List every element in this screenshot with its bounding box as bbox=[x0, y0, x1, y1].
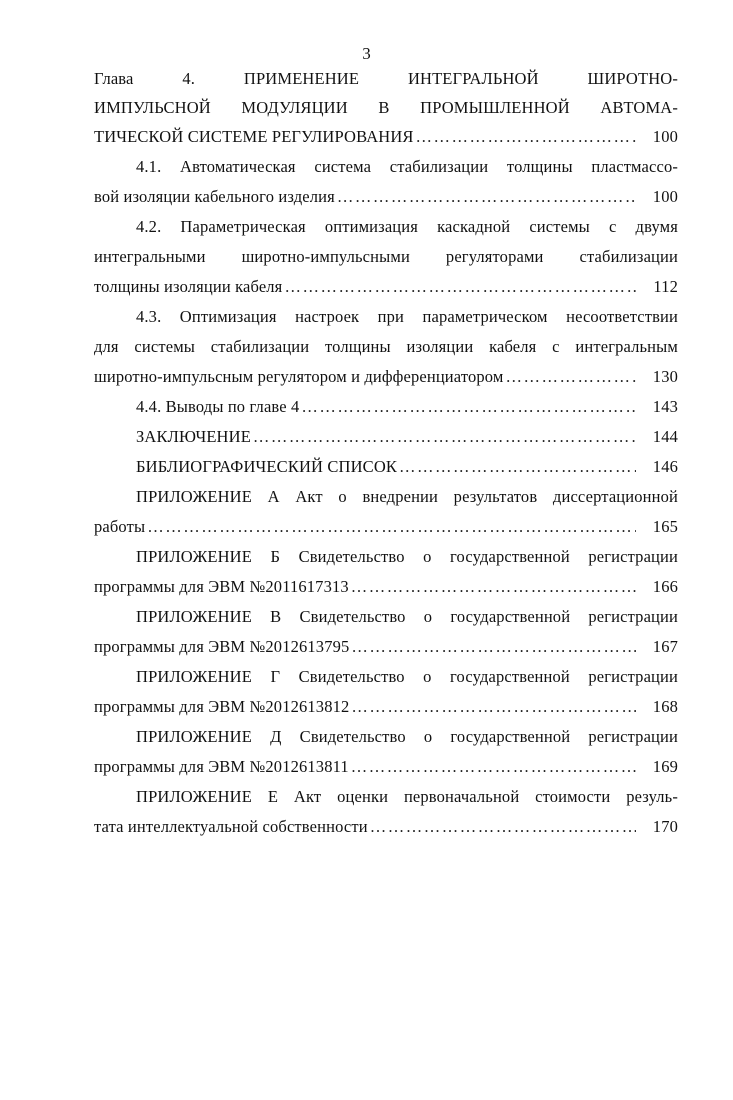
page-ref: 170 bbox=[652, 817, 678, 836]
toc-entry bbox=[94, 452, 678, 481]
toc-entry bbox=[94, 482, 678, 541]
toc-entry-last-line bbox=[94, 572, 678, 601]
toc-entry-text: БИБЛИОГРАФИЧЕСКИЙ СПИСОК bbox=[136, 457, 398, 476]
toc-entry bbox=[94, 602, 678, 661]
toc-entry-line: ПРИЛОЖЕНИЕ Д Свидетельство о государственной регистрации bbox=[136, 727, 678, 746]
toc-entry-line: ПРИЛОЖЕНИЕ Г Свидетельство о государственной регистрации bbox=[136, 667, 678, 686]
toc-entry-last-line bbox=[94, 512, 678, 541]
toc-entry bbox=[94, 302, 678, 391]
toc-entry-last-line bbox=[94, 422, 678, 451]
chapter-title-line-2: ИМПУЛЬСНОЙ МОДУЛЯЦИИ В ПРОМЫШЛЕННОЙ АВТОМА- bbox=[94, 98, 678, 117]
page-ref: 146 bbox=[652, 457, 678, 476]
toc-entry-text: ЗАКЛЮЧЕНИЕ bbox=[136, 427, 251, 446]
toc-entry-line: для системы стабилизации толщины изоляции кабеля с интегральным bbox=[94, 337, 678, 356]
toc-entry-text: широтно-импульсным регулятором и дифференциатором bbox=[94, 367, 504, 386]
toc-entry bbox=[94, 542, 678, 601]
dot-leader bbox=[351, 752, 636, 781]
dot-leader bbox=[147, 512, 636, 541]
toc-entry-text: толщины изоляции кабеля bbox=[94, 277, 283, 296]
toc-entry-text: работы bbox=[94, 517, 146, 536]
dot-leader bbox=[416, 122, 636, 151]
toc-entry bbox=[94, 662, 678, 721]
toc-entry-line: 4.2. Параметрическая оптимизация каскадной системы с двумя bbox=[136, 217, 678, 236]
toc-entry-last-line bbox=[94, 272, 678, 301]
toc-entry bbox=[94, 422, 678, 451]
dot-leader bbox=[253, 422, 636, 451]
dot-leader bbox=[337, 182, 636, 211]
page-ref: 144 bbox=[652, 427, 678, 446]
toc-entry-last-line bbox=[94, 692, 678, 721]
toc-entry-line: 4.1. Автоматическая система стабилизации толщины пластмассо- bbox=[136, 157, 678, 176]
toc-entry-text: вой изоляции кабельного изделия bbox=[94, 187, 335, 206]
toc-entry-last-line bbox=[94, 182, 678, 211]
page-ref: 165 bbox=[652, 517, 678, 536]
toc-entries bbox=[94, 152, 678, 841]
dot-leader bbox=[284, 272, 636, 301]
toc-entry bbox=[94, 722, 678, 781]
chapter-title-line-3 bbox=[94, 122, 678, 151]
page-ref: 100 bbox=[652, 187, 678, 206]
toc-entry-last-line bbox=[94, 632, 678, 661]
toc-entry-line: ПРИЛОЖЕНИЕ Б Свидетельство о государственной регистрации bbox=[136, 547, 678, 566]
table-of-contents bbox=[94, 64, 678, 841]
toc-entry-text: программы для ЭВМ №2012613811 bbox=[94, 757, 349, 776]
toc-entry-line: ПРИЛОЖЕНИЕ Е Акт оценки первоначальной стоимости резуль- bbox=[136, 787, 678, 806]
toc-entry-text: тата интеллектуальной собственности bbox=[94, 817, 368, 836]
dot-leader bbox=[505, 362, 636, 391]
toc-entry-text: программы для ЭВМ №2012613795 bbox=[94, 637, 350, 656]
page-ref: 130 bbox=[652, 367, 678, 386]
page-ref: 112 bbox=[653, 277, 678, 296]
page-ref: 169 bbox=[652, 757, 678, 776]
toc-entry-last-line bbox=[94, 392, 678, 421]
toc-entry bbox=[94, 392, 678, 421]
page-ref: 167 bbox=[652, 637, 678, 656]
toc-entry-text: 4.4. Выводы по главе 4 bbox=[136, 397, 300, 416]
page-ref: 168 bbox=[652, 697, 678, 716]
dot-leader bbox=[399, 452, 636, 481]
chapter-title-text: ТИЧЕСКОЙ СИСТЕМЕ РЕГУЛИРОВАНИЯ bbox=[94, 127, 414, 146]
dot-leader bbox=[301, 392, 636, 421]
page-number: 3 bbox=[362, 44, 371, 63]
toc-entry-line: ПРИЛОЖЕНИЕ А Акт о внедрении результатов диссертационной bbox=[136, 487, 678, 506]
page-ref: 143 bbox=[652, 397, 678, 416]
toc-entry-line: ПРИЛОЖЕНИЕ В Свидетельство о государственной регистрации bbox=[136, 607, 678, 626]
chapter-title-line-1: Глава 4. ПРИМЕНЕНИЕ ИНТЕГРАЛЬНОЙ ШИРОТНО- bbox=[94, 69, 678, 88]
toc-entry-last-line bbox=[94, 812, 678, 841]
dot-leader bbox=[370, 812, 636, 841]
toc-entry bbox=[94, 152, 678, 211]
toc-entry-text: программы для ЭВМ №2012613812 bbox=[94, 697, 350, 716]
toc-entry bbox=[94, 212, 678, 301]
toc-entry-last-line bbox=[94, 452, 678, 481]
toc-entry bbox=[94, 782, 678, 841]
page-ref: 100 bbox=[652, 127, 678, 146]
page-ref: 166 bbox=[652, 577, 678, 596]
toc-entry-line: интегральными широтно-импульсными регуляторами стабилизации bbox=[94, 247, 678, 266]
toc-entry-line: 4.3. Оптимизация настроек при параметрическом несоответствии bbox=[136, 307, 678, 326]
toc-entry-last-line bbox=[94, 752, 678, 781]
toc-entry-last-line bbox=[94, 362, 678, 391]
dot-leader bbox=[351, 692, 636, 721]
dot-leader bbox=[351, 572, 636, 601]
toc-entry-text: программы для ЭВМ №2011617313 bbox=[94, 577, 349, 596]
dot-leader bbox=[351, 632, 636, 661]
